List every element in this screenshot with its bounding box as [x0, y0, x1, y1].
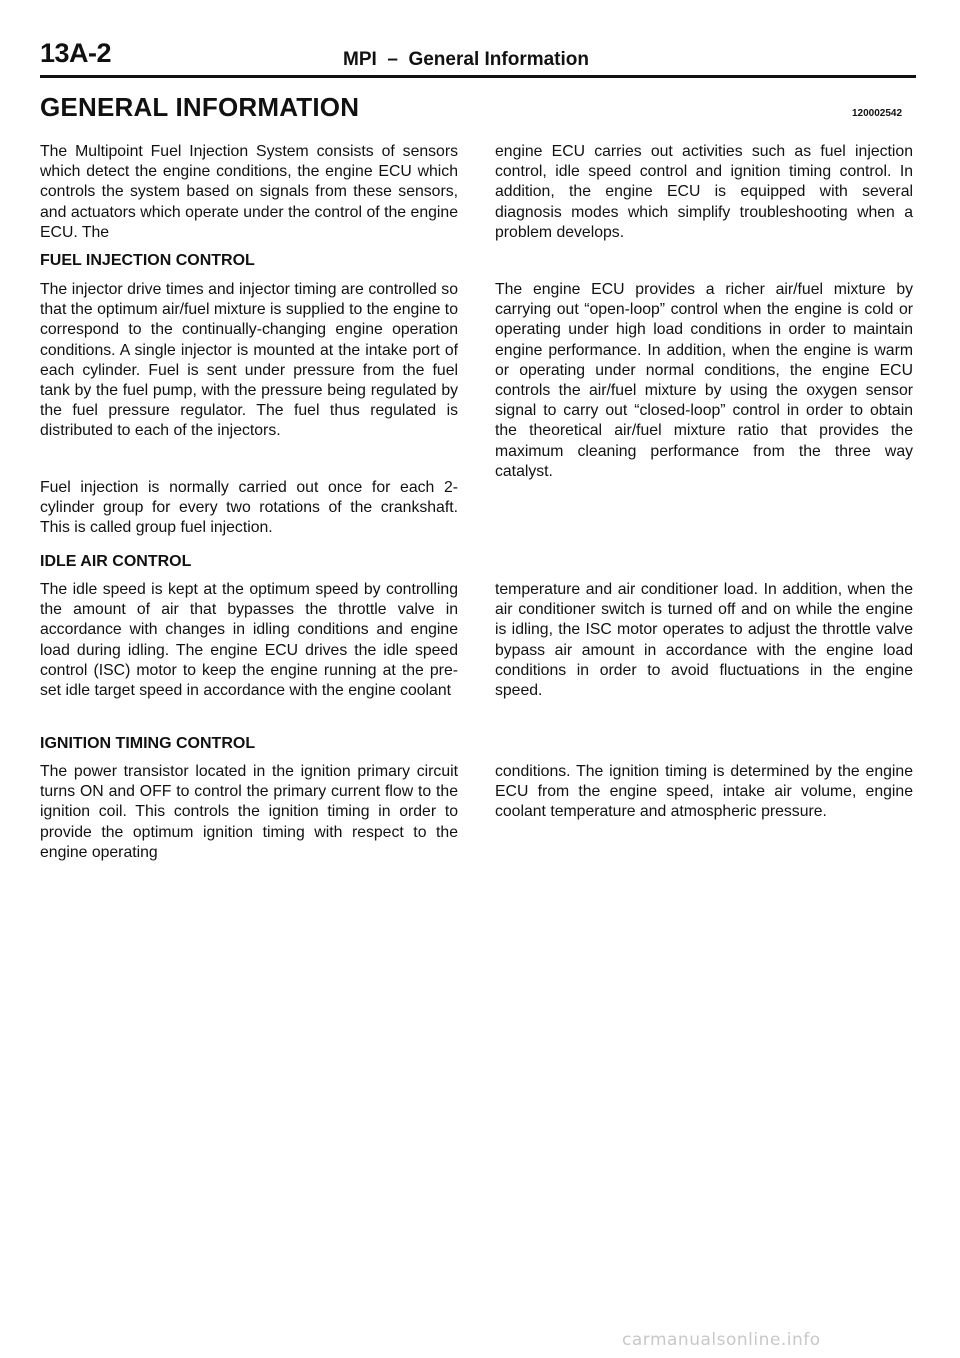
ignition-timing-left-paragraph: The power transistor located in the ignition primary circuit turns ON and OFF to control the primary current flow to the ignition coil. This controls the ignition timing in order to provide the optimum ignition timing with respect to the engine operating: [40, 763, 458, 861]
idle-air-right-paragraph: temperature and air conditioner load. In addition, when the air conditioner switch is turned off and on while the engine is idling, the ISC motor operates to adjust the throttle valve bypass air amount in accordance with the engine load conditions in order to avoid fluctuations in the engine speed.: [495, 581, 913, 700]
document-code: 120002542: [852, 108, 903, 119]
fuel-injection-right-paragraph: The engine ECU provides a richer air/fuel mixture by carrying out “open-loop” control when the engine is cold or operating under high load conditions in order to maintain engine performance. In addition, when the engine is warm or operating under normal conditions, the engine ECU controls the air/fuel mixture by using the oxygen sensor signal to carry out “closed-loop” control in order to obtain the theoretical air/fuel mixture ratio that provides the maximum cleaning performance from the three way catalyst.: [495, 281, 913, 480]
ignition-timing-heading: IGNITION TIMING CONTROL: [40, 735, 256, 752]
running-title: MPI – General Information: [343, 49, 589, 70]
fuel-injection-left-paragraph-2: Fuel injection is normally carried out once for each 2-cylinder group for every two rotations of the crankshaft. This is called group fuel injection.: [40, 479, 458, 537]
fuel-injection-left-paragraph: The injector drive times and injector timing are controlled so that the optimum air/fuel mixture is supplied to the engine to correspond to the continually-changing engine operation conditions. A single injector is mounted at the intake port of each cylinder. Fuel is sent under pressure from the fuel tank by the fuel pump, with the pressure being regulated by the fuel pressure regulator. The fuel thus regulated is distributed to each of the injectors.: [40, 281, 458, 440]
section-title: GENERAL INFORMATION: [40, 92, 360, 122]
idle-air-heading: IDLE AIR CONTROL: [40, 553, 192, 570]
site-watermark: carmanualsonline.info: [622, 1330, 821, 1350]
ignition-timing-right-paragraph: conditions. The ignition timing is determined by the engine ECU from the engine speed, intake air volume, engine coolant temperature and atmospheric pressure.: [495, 763, 913, 821]
page-number: 13A-2: [40, 38, 112, 68]
header-rule: [40, 75, 916, 78]
page-header: [40, 38, 916, 78]
idle-air-left-paragraph: The idle speed is kept at the optimum speed by controlling the amount of air that bypasses the throttle valve in accordance with changes in idling conditions and engine load during idling. The engine ECU drives the idle speed control (ISC) motor to keep the engine running at the pre-set idle target speed in accordance with the engine coolant: [40, 581, 458, 700]
intro-left-paragraph: The Multipoint Fuel Injection System consists of sensors which detect the engine conditions, the engine ECU which controls the system based on signals from these sensors, and actuators which operate under the control of the engine ECU. The: [40, 143, 458, 241]
fuel-injection-heading: FUEL INJECTION CONTROL: [40, 252, 255, 269]
intro-right-paragraph: engine ECU carries out activities such as fuel injection control, idle speed control and ignition timing control. In addition, the engine ECU is equipped with several diagnosis modes which simplify troubleshooting when a problem develops.: [495, 143, 913, 241]
